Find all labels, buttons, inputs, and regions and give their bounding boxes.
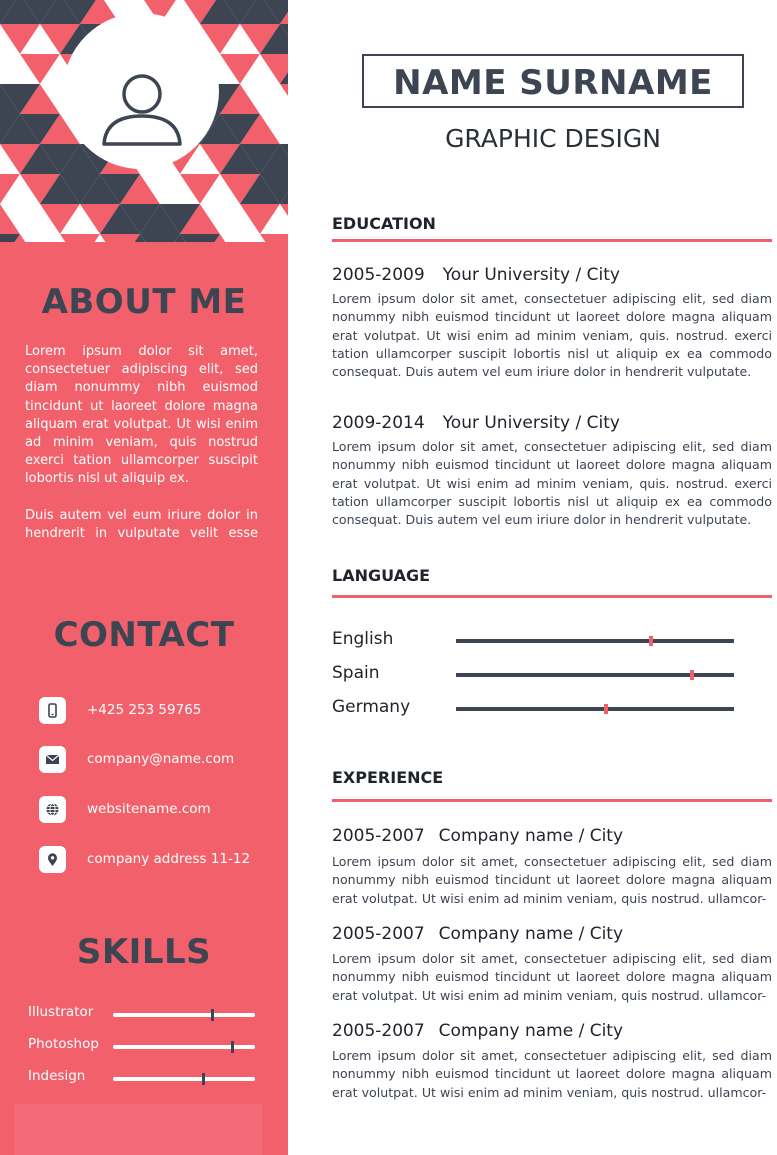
globe-icon (39, 796, 66, 823)
experience-entry-text: Lorem ipsum dolor sit amet, consectetuer adipiscing elit, sed diam nonummy nibh euismod tincidunt ut laoreet dolore magna aliquam erat volutpat. Ut wisi enim ad minim veniam, quis nostrud. ullamcor- (332, 854, 772, 906)
experience-entry-heading (332, 826, 623, 846)
experience-title: EXPERIENCE (332, 768, 444, 787)
language-label: Germany (332, 697, 411, 717)
user-icon (100, 72, 184, 148)
language-level-marker (690, 670, 694, 680)
entry-place: Your University / City (442, 265, 620, 285)
contact-email (39, 746, 279, 774)
language-level-marker (604, 704, 608, 714)
entry-place: Company name / City (438, 1021, 624, 1041)
skill-level-marker (231, 1041, 234, 1053)
mail-icon (39, 746, 66, 773)
skill-label: Illustrator (28, 1004, 94, 1020)
education-entry-heading (332, 265, 620, 285)
language-bar (456, 707, 734, 711)
experience-entry-text: Lorem ipsum dolor sit amet, consectetuer adipiscing elit, sed diam nonummy nibh euismod tincidunt ut laoreet dolore magna aliquam erat volutpat. Ut wisi enim ad minim veniam, quis nostrud. ullamcor- (332, 951, 772, 1003)
entry-years: 2005-2007 (332, 826, 425, 846)
skill-label: Photoshop (28, 1036, 99, 1052)
section-divider (332, 595, 772, 598)
skill-row (28, 1036, 268, 1058)
language-bar (456, 639, 734, 643)
entry-years: 2005-2009 (332, 265, 425, 285)
skill-bar (113, 1077, 255, 1081)
skill-level-marker (202, 1073, 205, 1085)
contact-phone (39, 697, 279, 725)
about-paragraph: Duis autem vel eum iriure dolor in hendrerit in vulputate velit esse (25, 508, 258, 542)
language-label: Spain (332, 663, 380, 683)
skill-row (28, 1004, 268, 1026)
skills-title: SKILLS (76, 932, 212, 972)
sidebar (0, 0, 288, 1155)
section-divider (332, 799, 772, 802)
entry-place: Company name / City (438, 924, 624, 944)
language-bar (456, 673, 734, 677)
sidebar-footer-block (14, 1104, 262, 1155)
phone-icon (39, 697, 66, 724)
language-level-marker (649, 636, 653, 646)
person-name: NAME SURNAME (393, 63, 713, 103)
contact-website (39, 796, 279, 824)
education-entry-text: Lorem ipsum dolor sit amet, consectetuer adipiscing elit, sed diam nonummy nibh euismod tincidunt ut laoreet dolore magna aliquam erat volutpat. Ut wisi enim ad minim veniam, quis. nostrud. exerci tation ullamcorper suscipit lobortis nisl ut aliquip ex ea commodo consequat. Duis autem vel eum iriure dolor in hendrerit vulputate. (332, 291, 772, 380)
experience-entry-heading (332, 1021, 623, 1041)
entry-years: 2005-2007 (332, 1021, 425, 1041)
skill-level-marker (211, 1009, 214, 1021)
language-label: English (332, 629, 394, 649)
skill-bar (113, 1013, 255, 1017)
entry-years: 2009-2014 (332, 413, 425, 433)
contact-address-text: company address 11-12 (87, 851, 251, 867)
job-title: GRAPHIC DESIGN (445, 124, 661, 153)
experience-entry-text: Lorem ipsum dolor sit amet, consectetuer adipiscing elit, sed diam nonummy nibh euismod tincidunt ut laoreet dolore magna aliquam erat volutpat. Ut wisi enim ad minim veniam, quis nostrud. ullamcor- (332, 1048, 772, 1100)
skill-label: Indesign (28, 1068, 86, 1084)
education-entry-heading (332, 413, 620, 433)
entry-place: Company name / City (438, 826, 624, 846)
skill-bar (113, 1045, 255, 1049)
main-content (288, 0, 777, 1155)
contact-title: CONTACT (53, 615, 235, 655)
contact-address (39, 846, 279, 874)
education-entry-text: Lorem ipsum dolor sit amet, consectetuer adipiscing elit, sed diam nonummy nibh euismod tincidunt ut laoreet dolore magna aliquam erat volutpat. Ut wisi enim ad minim veniam, quis. nostrud. exerci tation ullamcorper suscipit lobortis nisl ut aliquip ex ea commodo consequat. Duis autem vel eum iriure dolor in hendrerit vulputate. (332, 439, 772, 528)
language-title: LANGUAGE (332, 566, 431, 585)
skill-row (28, 1068, 268, 1090)
contact-phone-text: +425 253 59765 (87, 702, 202, 718)
contact-website-text: websitename.com (87, 801, 211, 817)
language-row (332, 629, 772, 651)
education-title: EDUCATION (332, 214, 436, 233)
about-paragraph: Lorem ipsum dolor sit amet, consectetuer adipiscing elit, sed diam nonummy nibh euismod tincidunt ut laoreet dolore magna aliquam erat volutpat. Ut wisi enim ad minim veniam, quis nostrud exerci tation ullamcorper suscipit lobortis nisl ut aliquip ex. (25, 344, 258, 487)
entry-years: 2005-2007 (332, 924, 425, 944)
section-divider (332, 239, 772, 242)
contact-email-text: company@name.com (87, 751, 235, 767)
about-title: ABOUT ME (41, 282, 247, 322)
location-pin-icon (39, 846, 66, 873)
language-row (332, 697, 772, 719)
experience-entry-heading (332, 924, 623, 944)
name-box (362, 54, 744, 108)
entry-place: Your University / City (442, 413, 620, 433)
language-row (332, 663, 772, 685)
